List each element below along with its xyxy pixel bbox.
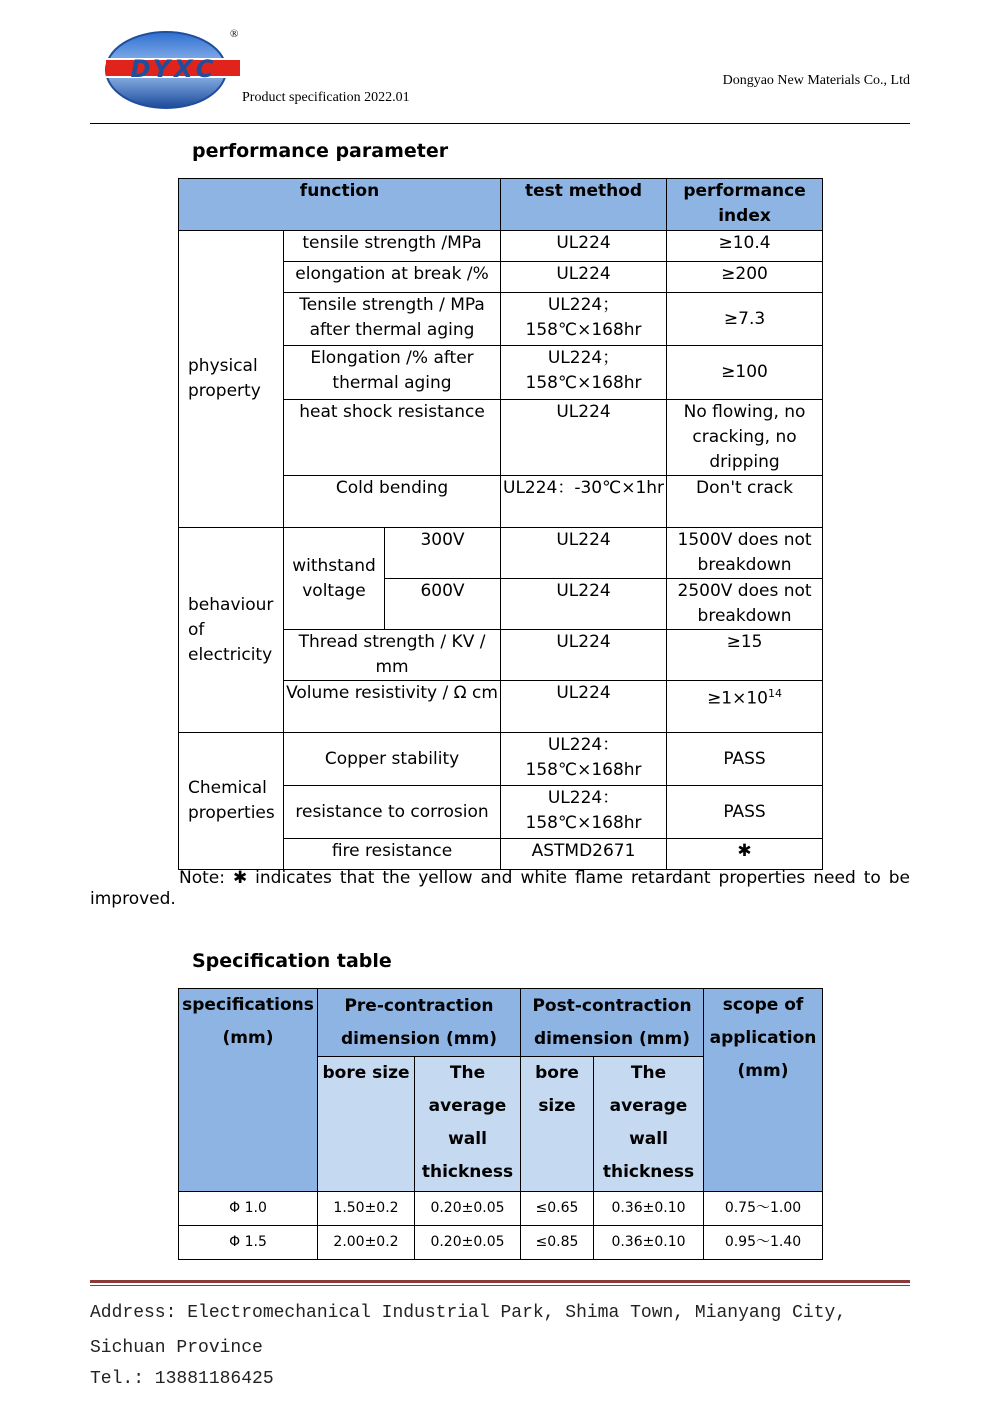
index-value-exponent: 14 [768,687,782,700]
index-value: PASS [667,733,823,786]
specification-table [178,988,823,1260]
pre-wall-value: 0.20±0.05 [415,1226,521,1260]
index-value [667,681,823,733]
table-row [179,1192,823,1226]
index-value: ≥7.3 [667,293,823,346]
header-scope: scope of application (mm) [704,989,823,1192]
index-value-base: ≥1×10 [707,688,768,709]
pre-wall-value: 0.20±0.05 [415,1192,521,1226]
header-post-contraction: Post-contraction dimension (mm) [521,989,704,1057]
header-divider [90,123,910,124]
pre-bore-value: 1.50±0.2 [318,1192,415,1226]
table-row [179,231,823,262]
performance-title: performance parameter [192,140,449,162]
registered-mark: ® [230,28,239,40]
performance-table [178,178,823,870]
scope-value: 0.75～1.00 [704,1192,823,1226]
test-method: UL224 [501,681,667,733]
item-label: Volume resistivity / Ω cm [284,681,501,733]
test-method: UL224 [501,528,667,579]
item-label: withstand voltage [284,528,385,630]
company-name: Dongyao New Materials Co., Ltd [722,73,910,88]
index-value: 2500V does not breakdown [667,579,823,630]
test-method: UL224 [501,630,667,681]
table-row [179,1226,823,1260]
scope-value: 0.95～1.40 [704,1226,823,1260]
test-method: UL224：-30℃×1hr [501,476,667,528]
group-chemical: Chemical properties [179,733,284,870]
test-method: UL224 [501,400,667,476]
group-electricity: behaviour of electricity [179,528,284,733]
index-value: No flowing, no cracking, no dripping [667,400,823,476]
post-wall-value: 0.36±0.10 [594,1192,704,1226]
header-post-wall: The average wall thickness [594,1057,704,1192]
post-wall-value: 0.36±0.10 [594,1226,704,1260]
post-bore-value: ≤0.85 [521,1226,594,1260]
header-post-bore: bore size [521,1057,594,1192]
sub-item-label: 600V [385,579,501,630]
index-value: ≥15 [667,630,823,681]
item-label: elongation at break /% [284,262,501,293]
item-label: Tensile strength / MPa after thermal aging [284,293,501,346]
test-method: UL224 [501,579,667,630]
footer-divider-thin [90,1285,910,1286]
test-method: UL224：158℃×168hr [501,733,667,786]
item-label: fire resistance [284,839,501,870]
table-row [179,733,823,786]
item-label: Cold bending [284,476,501,528]
header-pre-bore: bore size [318,1057,415,1192]
specification-title: Specification table [192,950,392,972]
index-value: ≥10.4 [667,231,823,262]
header-test-method: test method [501,179,667,231]
index-value: ≥100 [667,346,823,400]
table-row [179,528,823,579]
header-performance-index: performance index [667,179,823,231]
document-subtitle: Product specification 2022.01 [242,90,410,105]
item-label: Elongation /% after thermal aging [284,346,501,400]
pre-bore-value: 2.00±0.2 [318,1226,415,1260]
index-value: ≥200 [667,262,823,293]
footer-address: Address: Electromechanical Industrial Park, Shima Town, Mianyang City, Sichuan Province [90,1303,847,1358]
sub-item-label: 300V [385,528,501,579]
spec-value: Φ 1.5 [179,1226,318,1260]
footer-divider [90,1280,910,1283]
test-method: UL224；158℃×168hr [501,346,667,400]
index-value: PASS [667,786,823,839]
post-bore-value: ≤0.65 [521,1192,594,1226]
test-method: UL224：158℃×168hr [501,786,667,839]
item-label: Copper stability [284,733,501,786]
index-value: 1500V does not breakdown [667,528,823,579]
test-method: UL224 [501,262,667,293]
index-value: ✱ [667,839,823,870]
company-logo [104,24,244,114]
group-physical: physical property [179,231,284,528]
spec-value: Φ 1.0 [179,1192,318,1226]
test-method: UL224；158℃×168hr [501,293,667,346]
index-value: Don't crack [667,476,823,528]
header-function: function [179,179,501,231]
item-label: resistance to corrosion [284,786,501,839]
logo-text: DYXC [130,55,218,83]
test-method: UL224 [501,231,667,262]
footer-tel: Tel.: 13881186425 [90,1369,274,1389]
test-method: ASTMD2671 [501,839,667,870]
item-label: tensile strength /MPa [284,231,501,262]
note-text: Note: ✱ indicates that the yellow and white flame retardant properties need to be improved. [90,868,910,909]
item-label: heat shock resistance [284,400,501,476]
header-pre-contraction: Pre-contraction dimension (mm) [318,989,521,1057]
header-specifications: specifications (mm) [179,989,318,1192]
header-pre-wall: The average wall thickness [415,1057,521,1192]
item-label: Thread strength / KV / mm [284,630,501,681]
